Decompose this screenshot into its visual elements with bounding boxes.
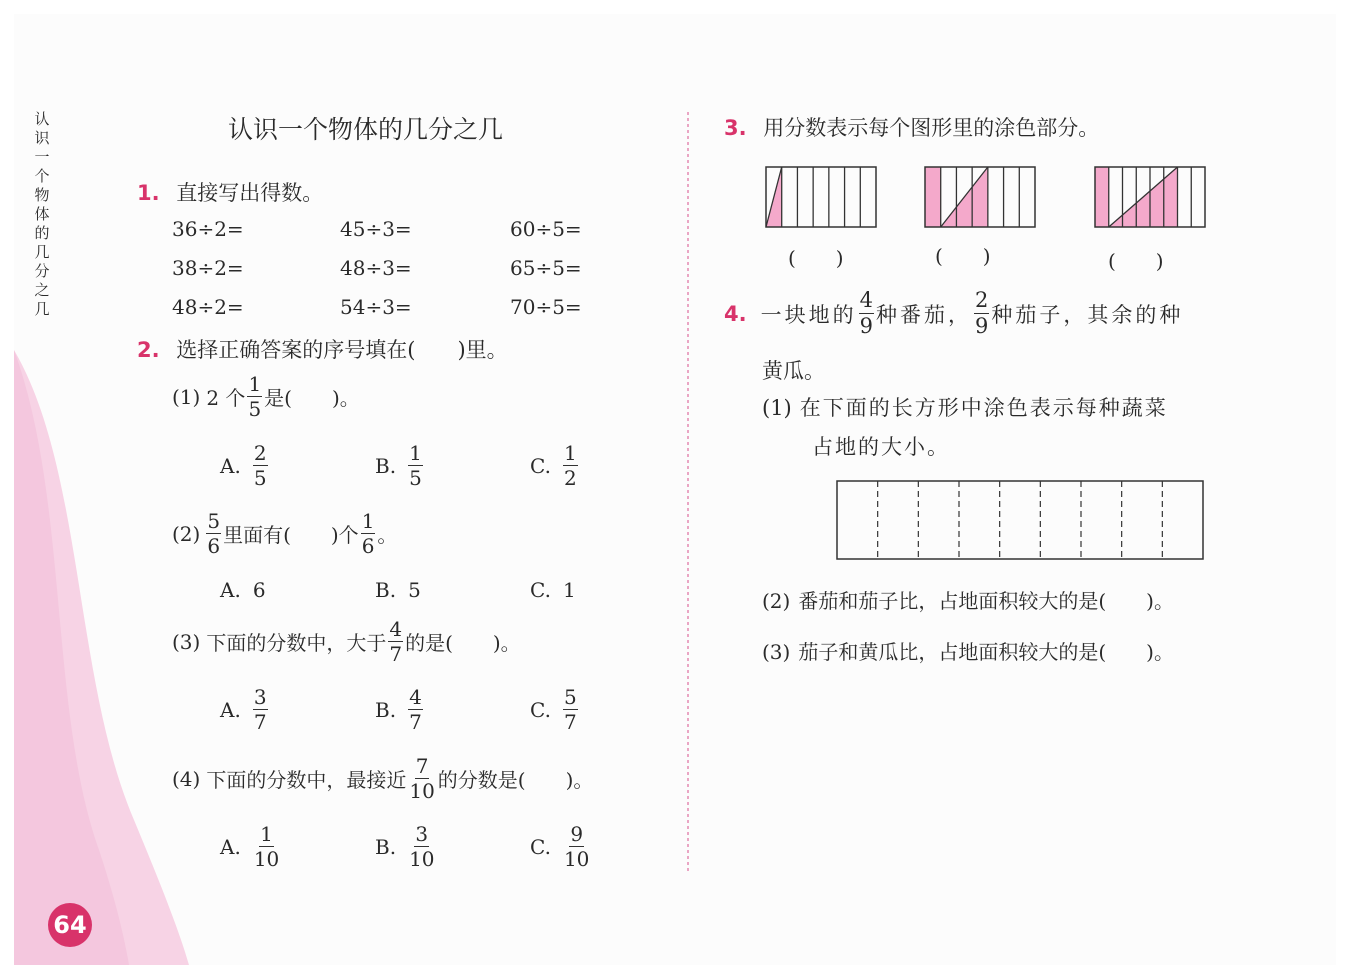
page-number-badge: 64: [48, 903, 92, 947]
q2-part3-option-c: C. $\frac{5}{7}$: [530, 685, 577, 734]
q3-answer-blank-3[interactable]: ( ): [1108, 249, 1164, 273]
column-divider: [686, 112, 690, 872]
pink-edge-decoration: [14, 350, 194, 965]
shaded-column: [925, 167, 941, 227]
q2-part4-stem: (4) 下面的分数中，最接近 $\frac{7}{10}$ 的分数是( )。: [172, 754, 594, 803]
rectangle-border: [837, 481, 1203, 559]
q1-item: 38÷2=: [172, 256, 244, 280]
q3-answer-blank-2[interactable]: ( ): [935, 244, 991, 268]
q1-prompt: 直接写出得数。: [176, 181, 324, 205]
q3-heading: 3. 用分数表示每个图形里的涂色部分。: [724, 116, 1100, 140]
q2-part2-option-b: B. 5: [375, 578, 421, 602]
figure-border: [766, 167, 876, 227]
q4-heading: 4. 一块地的 $\frac{4}{9}$ 种番茄， $\frac{2}{9}$ 种茄子，其余的种: [724, 288, 1184, 338]
q2-part4-option-c: C. $\frac{9}{10}$: [530, 822, 590, 871]
q4-sub2: (2) 番茄和茄子比，占地面积较大的是( )。: [762, 589, 1174, 613]
q1-heading: [137, 177, 323, 207]
q2-part2-option-a: A. 6: [220, 578, 266, 602]
page-title: 认识一个物体的几分之几: [228, 115, 504, 144]
q3-figure-2: [924, 166, 1036, 228]
fraction: $\frac{1}{5}$: [248, 372, 262, 421]
q2-part4-option-b: B. $\frac{3}{10}$: [375, 822, 435, 871]
q2-part3-stem: (3) 下面的分数中，大于 $\frac{4}{7}$ 的是( )。: [172, 617, 521, 666]
q2-part1-option-a: A. $\frac{2}{5}$: [220, 441, 267, 490]
q4-sub3: (3) 茄子和黄瓜比，占地面积较大的是( )。: [762, 640, 1174, 664]
q1-item: 60÷5=: [510, 217, 582, 241]
q2-number: 2.: [137, 338, 160, 362]
q2-part2-option-c: C. 1: [530, 578, 576, 602]
q3-answer-blank-1[interactable]: ( ): [788, 246, 844, 270]
q2-part1-stem: (1) 2 个 $\frac{1}{5}$ 是( )。: [172, 372, 360, 421]
q2-prompt: 选择正确答案的序号填在( )里。: [176, 338, 508, 362]
q1-item: 70÷5=: [510, 295, 582, 319]
q2-part3-option-a: A. $\frac{3}{7}$: [220, 685, 267, 734]
q1-item: 45÷3=: [340, 217, 412, 241]
q2-heading: [137, 334, 508, 364]
q4-sub1-line1: (1) 在下面的长方形中涂色表示每种蔬菜: [762, 396, 1168, 420]
q2-part2-stem: (2) $\frac{5}{6}$ 里面有( )个 $\frac{1}{6}$ 。: [172, 509, 398, 558]
q4-rectangle-nine-parts[interactable]: [835, 479, 1205, 561]
q1-item: 36÷2=: [172, 217, 244, 241]
q1-number: 1.: [137, 181, 160, 205]
q3-figure-3: [1094, 166, 1206, 228]
side-chapter-title: 认识一个物体的几分之几: [34, 110, 50, 318]
q1-item: 48÷3=: [340, 256, 412, 280]
q1-item: 65÷5=: [510, 256, 582, 280]
q3-figure-1: [765, 166, 877, 228]
q2-part4-option-a: A. $\frac{1}{10}$: [220, 822, 280, 871]
q2-part1-option-c: C. $\frac{1}{2}$: [530, 441, 577, 490]
shaded-column: [1095, 167, 1109, 227]
q2-part1-option-b: B. $\frac{1}{5}$: [375, 441, 422, 490]
q4-line2: 黄瓜。: [762, 359, 825, 383]
q2-part3-option-b: B. $\frac{4}{7}$: [375, 685, 422, 734]
q4-sub1-line2: 占地的大小。: [812, 435, 950, 459]
q1-item: 54÷3=: [340, 295, 412, 319]
q1-item: 48÷2=: [172, 295, 244, 319]
